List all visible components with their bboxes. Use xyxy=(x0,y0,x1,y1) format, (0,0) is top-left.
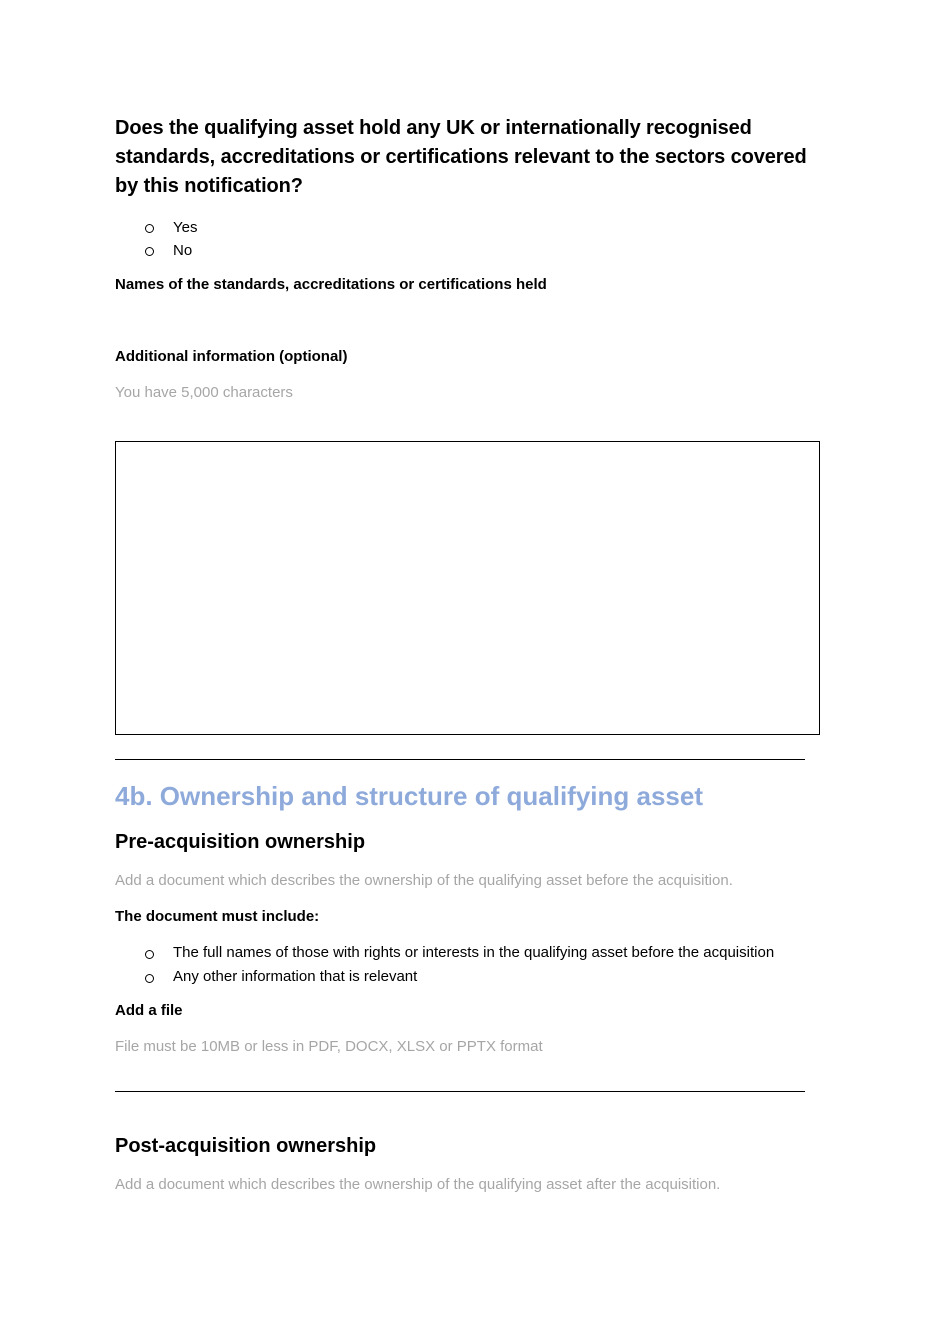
radio-group-standards xyxy=(145,216,197,262)
radio-circle-icon[interactable] xyxy=(145,224,154,233)
add-file-label: Add a file xyxy=(115,1002,183,1019)
radio-circle-icon[interactable] xyxy=(145,247,154,256)
pre-acquisition-heading: Pre-acquisition ownership xyxy=(115,831,366,853)
radio-option-no[interactable] xyxy=(145,239,197,262)
list-item xyxy=(145,965,845,989)
bullet-circle-icon xyxy=(145,974,154,983)
section-4b-heading: 4b. Ownership and structure of qualifying asset xyxy=(115,781,703,811)
section-divider xyxy=(115,1091,805,1092)
section-divider xyxy=(115,759,805,760)
radio-label-yes: Yes xyxy=(173,219,198,236)
must-include-label: The document must include: xyxy=(115,908,320,925)
post-acquisition-heading: Post-acquisition ownership xyxy=(115,1135,377,1157)
list-item-text: Any other information that is relevant xyxy=(173,968,418,985)
list-item-text: The full names of those with rights or interests in the qualifying asset before the acquisition xyxy=(173,944,775,961)
must-include-list xyxy=(145,941,845,989)
additional-info-textarea[interactable] xyxy=(115,441,820,735)
file-format-hint: File must be 10MB or less in PDF, DOCX, XLSX or PPTX format xyxy=(115,1038,543,1055)
post-acquisition-hint: Add a document which describes the ownership of the qualifying asset after the acquisition. xyxy=(115,1176,721,1193)
radio-option-yes[interactable] xyxy=(145,216,197,239)
character-count-hint: You have 5,000 characters xyxy=(115,384,293,401)
pre-acquisition-hint: Add a document which describes the ownership of the qualifying asset before the acquisition. xyxy=(115,872,733,889)
bullet-circle-icon xyxy=(145,950,154,959)
list-item xyxy=(145,941,845,965)
names-field-label: Names of the standards, accreditations or certifications held xyxy=(115,276,547,293)
radio-label-no: No xyxy=(173,242,193,259)
additional-info-label: Additional information (optional) xyxy=(115,348,348,365)
question-title: Does the qualifying asset hold any UK or internationally recognised standards, accreditations or certifications relevant to the sectors covered by this notification? xyxy=(115,117,807,197)
